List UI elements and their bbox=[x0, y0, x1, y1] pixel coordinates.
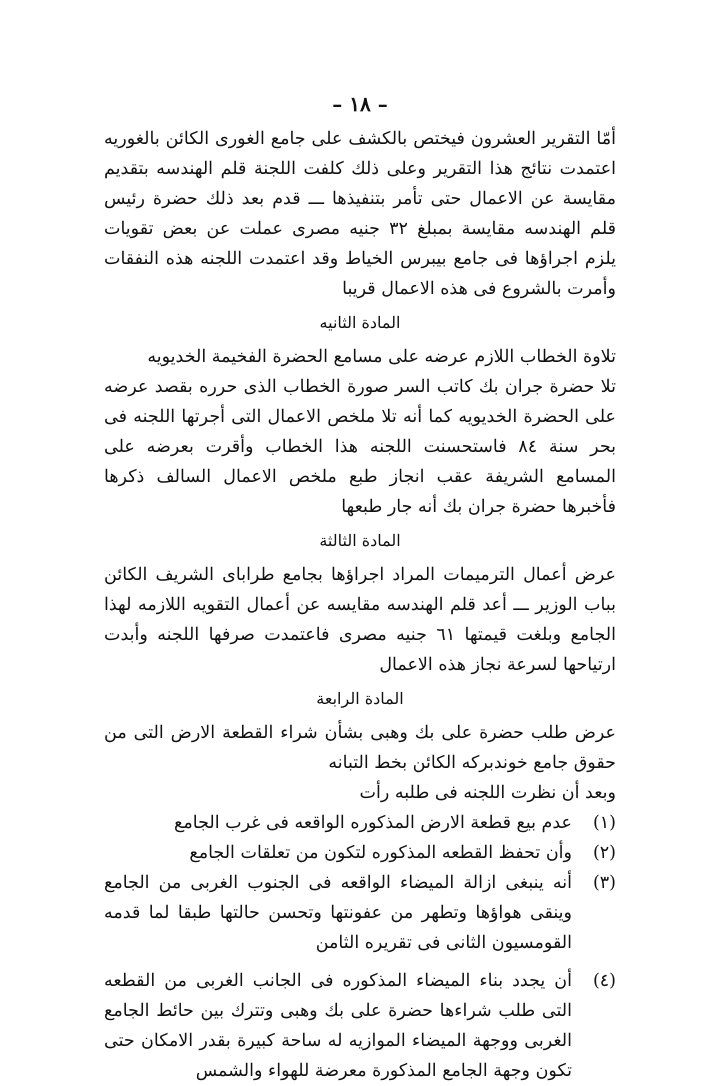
list-item bbox=[104, 808, 616, 838]
item-number: (٣) bbox=[592, 873, 616, 893]
decision-intro: وبعد أن نظرت اللجنه فى طلبه رأت bbox=[359, 783, 616, 803]
page-number: – ١٨ – bbox=[332, 92, 388, 116]
list-item bbox=[104, 966, 616, 1086]
item-number: (٢) bbox=[592, 843, 616, 863]
list-item bbox=[104, 838, 616, 868]
item-number: (١) bbox=[592, 813, 616, 833]
section-paragraph: عرض أعمال الترميمات المراد اجراؤها بجامع طرابای الشريف الكائن بباب الوزير ـــ أعد قلم الهندسه مقايسه عن أعمال التقويه اللازمه لهذا الجامع وبلغت قيمتها ٦١ جنيه مصرى فاعتمدت صرفها اللجنه وأبدت ارتياحها لسرعة نجاز هذه الاعمال bbox=[104, 565, 617, 675]
item-text: أنه ينبغى ازالة الميضاء الواقعه فى الجنوب الغربى من الجامع وينقى هواؤها وتطهر من عفونتها وتحسن حالتها طبقا لما قدمه القومسيون الثانى فى تقريره الثامن bbox=[104, 873, 572, 953]
list-item bbox=[104, 868, 616, 958]
item-text: عدم بيع قطعة الارض المذكوره الواقعه فى غرب الجامع bbox=[174, 813, 572, 833]
intro-paragraph: أمّا التقرير العشرون فيختص بالكشف على جامع الغورى الكائن بالغوريه اعتمدت نتائج هذا التقرير وعلى ذلك كلفت اللجنة قلم الهندسه بتقديم مقايسة عن الاعمال حتى تأمر بتنفيذها ـــ قدم بعد ذلك حضرة رئيس قلم الهندسه مقايسة بمبلغ ٣٢ جنيه مصرى عملت عن بعض تقويات يلزم اجراؤها فى جامع بيبرس الخياط وقد اعتمدت اللجنه هذه النفقات وأمرت بالشروع فى هذه الاعمال قريبا bbox=[104, 129, 616, 299]
section-paragraph: تلا حضرة جران بك كاتب السر صورة الخطاب الذى حرره بقصد عرضه على الحضرة الخديويه كما أنه تلا ملخص الاعمال التى أجرتها اللجنه فى بحر سنة ٨٤ فاستحسنت اللجنه هذا الخطاب وأقرت بعرضه على المسامع الشريفة عقب انجاز طبع ملخص الاعمال السالف ذكرها فأخبرها حضرة جران بك أنه جار طبعها bbox=[104, 377, 617, 517]
section-paragraph: تلاوة الخطاب اللازم عرضه على مسامع الحضرة الفخيمة الخديويه bbox=[147, 347, 616, 367]
section-paragraph: عرض طلب حضرة على بك وهبى بشأن شراء القطعة الارض التى من حقوق جامع خوندبركه الكائن بخط التبانه bbox=[104, 723, 616, 773]
section-heading: المادة الثالثة bbox=[319, 531, 401, 550]
item-number: (٤) bbox=[592, 971, 616, 991]
section-heading: المادة الثانيه bbox=[319, 313, 401, 332]
section-heading: المادة الرابعة bbox=[316, 689, 404, 708]
item-text: وأن تحفظ القطعه المذكوره لتكون من تعلقات الجامع bbox=[189, 843, 572, 863]
item-text: أن يجدد بناء الميضاء المذكوره فى الجانب الغربى من القطعه التى طلب شراءها حضرة على بك وهبى وتترك بين حائط الجامع الغربى ووجهة الميضاء الموازيه له ساحة كبيرة بقدر الامكان حتى تكون وجهة الجامع المذكورة معرضة للهواء والشمس bbox=[104, 971, 572, 1081]
